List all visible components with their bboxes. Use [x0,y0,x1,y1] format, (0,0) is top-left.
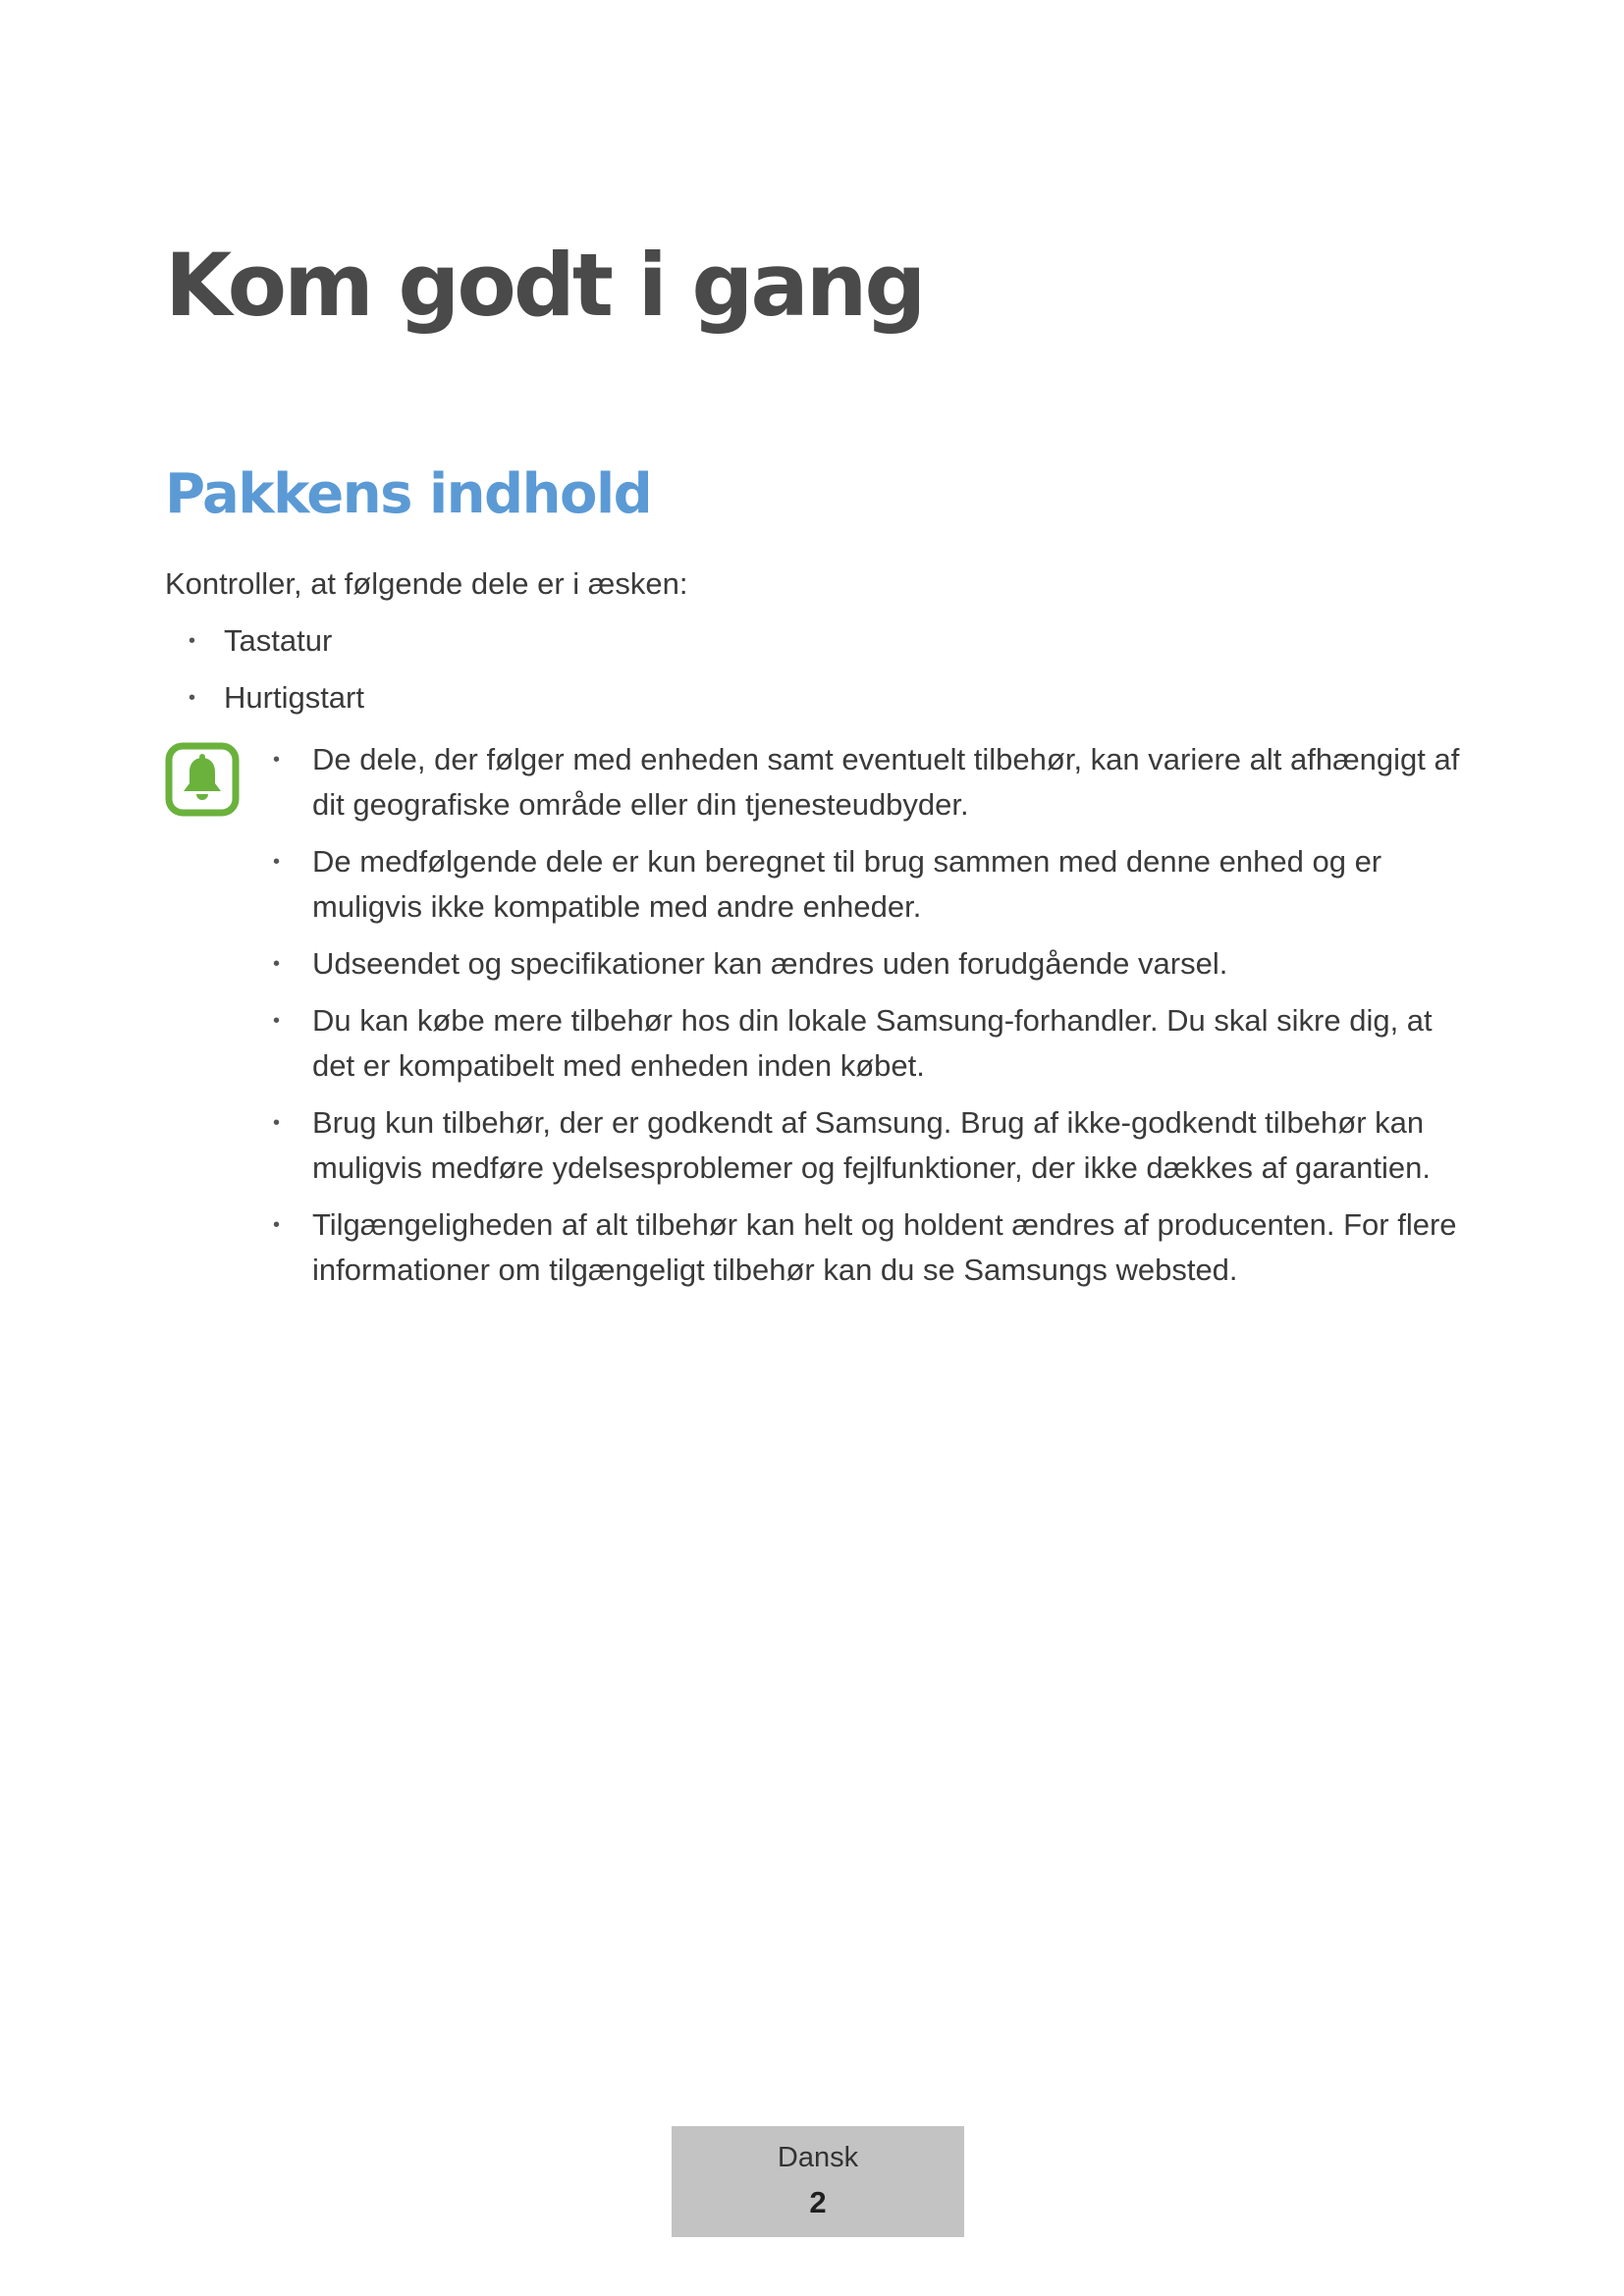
note-text: De medfølgende dele er kun beregnet til brug sammen med denne enhed og er muligvis ikke kompatible med andre enheder. [312,844,1382,924]
section-heading: Pakkens indhold [165,462,652,526]
note-text: Tilgængeligheden af alt tilbehør kan helt og holdent ændres af producenten. For flere informationer om tilgængeligt tilbehør kan du se Samsungs websted. [312,1207,1457,1287]
bullet-icon: • [189,687,196,709]
note-list [273,737,1481,1305]
bullet-icon: • [273,1112,281,1134]
bullet-icon: • [189,630,196,652]
list-item [273,1100,1481,1191]
bullet-icon: • [273,953,281,975]
list-item [273,941,1481,987]
page-title: Kom godt i gang [165,235,924,336]
page-footer [672,2126,964,2237]
intro-text: Kontroller, at følgende dele er i æsken: [165,566,688,601]
list-item [273,998,1481,1089]
bell-notice-icon [165,742,240,817]
footer-language: Dansk [777,2142,859,2173]
package-contents-list [165,618,364,732]
bullet-icon: • [273,1010,281,1032]
list-item-label: Hurtigstart [224,680,364,715]
list-item [273,839,1481,930]
note-text: Du kan købe mere tilbehør hos din lokale Samsung-forhandler. Du skal sikre dig, at det er kompatibelt med enheden inden købet. [312,1003,1433,1083]
list-item [273,737,1481,828]
bullet-icon: • [273,851,281,873]
list-item [273,1202,1481,1293]
note-text: De dele, der følger med enheden samt eventuelt tilbehør, kan variere alt afhængigt af dit geografiske område eller din tjenesteudbyder. [312,742,1460,822]
bullet-icon: • [273,749,281,771]
list-item-label: Tastatur [224,623,333,658]
note-text: Udseendet og specifikationer kan ændres uden forudgående varsel. [312,946,1228,981]
page-number: 2 [809,2185,827,2219]
bullet-icon: • [273,1214,281,1236]
list-item [165,675,364,732]
note-text: Brug kun tilbehør, der er godkendt af Samsung. Brug af ikke-godkendt tilbehør kan muligvis medføre ydelsesproblemer og fejlfunktioner, der ikke dækkes af garantien. [312,1105,1431,1185]
list-item [165,618,364,675]
